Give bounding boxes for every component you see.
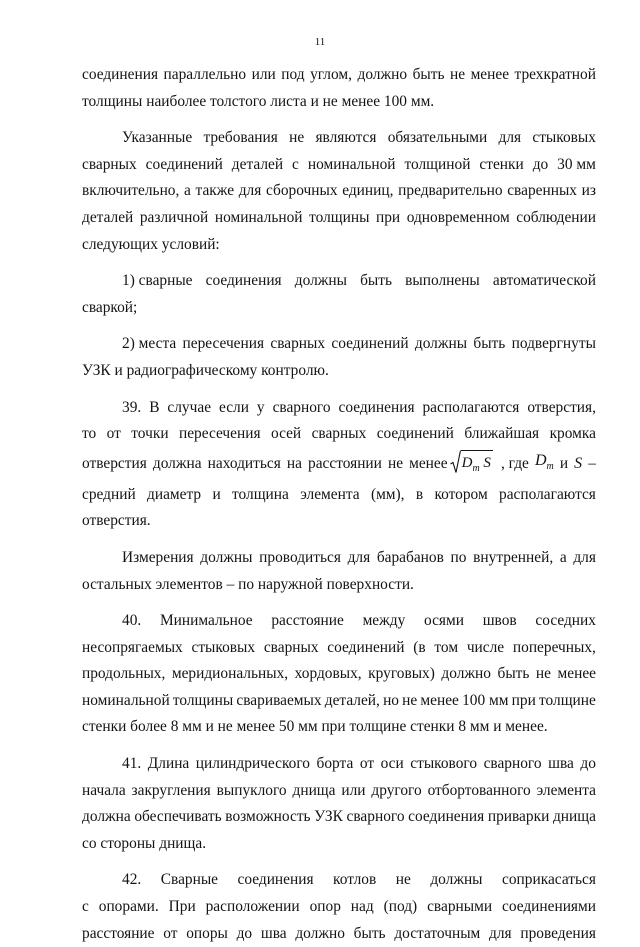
symbol (535, 448, 554, 481)
word: отверстия, (527, 398, 596, 416)
word: находиться (207, 455, 281, 473)
paragraph-39 (82, 395, 596, 535)
word: деталей, (324, 691, 380, 709)
word: для (238, 182, 262, 200)
word: При (168, 898, 196, 916)
word: являются (315, 129, 377, 147)
word: отверстия (82, 455, 147, 473)
word: сварного (272, 398, 331, 416)
word: обеспечивать (134, 808, 222, 826)
word: стыковых (191, 638, 256, 656)
word: единиц, (342, 182, 394, 200)
word: включительно, (82, 182, 180, 200)
word: точки (131, 425, 169, 443)
word: номинальной (214, 208, 303, 226)
word: на (286, 455, 302, 473)
word: сборочных (265, 182, 338, 200)
word: Минимальное (159, 612, 253, 630)
word: над (350, 898, 374, 916)
word: из (581, 182, 596, 200)
word: 40. (122, 612, 142, 630)
paragraph (82, 125, 596, 258)
word: случае (167, 398, 212, 416)
text-line-with-formula (82, 448, 596, 482)
word: под (281, 66, 305, 83)
word: УЗК (314, 808, 343, 826)
word: опоры (186, 924, 228, 942)
word: возможность (225, 808, 311, 826)
paragraph-41 (82, 751, 596, 857)
word: менее (557, 665, 596, 683)
text-line (82, 232, 596, 259)
word: элемента (536, 781, 596, 799)
word: продольных, (82, 665, 166, 683)
word: поперечных, (512, 638, 596, 656)
word: у (256, 398, 265, 416)
text-line (82, 714, 596, 741)
text-span: со стороны днища. (82, 834, 207, 852)
word: котлов (333, 871, 377, 889)
word: должны (430, 871, 483, 889)
word: до (532, 155, 549, 173)
word: толщины (309, 208, 370, 226)
text-line (82, 295, 596, 322)
word: должно (441, 665, 491, 683)
word: при (511, 691, 536, 709)
word: круговых) (368, 665, 435, 683)
word: (под) (383, 898, 418, 916)
text-line (82, 125, 596, 152)
word: швов (482, 612, 517, 630)
word: быть (473, 335, 506, 353)
word: не (387, 455, 404, 473)
word: толщиной (404, 155, 471, 173)
word: располагаются (422, 398, 520, 416)
text-line (82, 358, 596, 385)
text-line (82, 635, 596, 662)
formula-radicand (461, 450, 493, 479)
word: проводиться (259, 548, 341, 566)
word: до (236, 924, 253, 942)
word: сварных (263, 638, 319, 656)
word: не (535, 665, 551, 683)
word: в (415, 485, 424, 503)
word: шва (548, 755, 574, 773)
word: номинальной (82, 691, 170, 709)
word: для (498, 129, 522, 147)
word: должно (357, 66, 408, 83)
word: с (292, 155, 299, 173)
text-line (82, 608, 596, 635)
word: соединений (145, 155, 223, 173)
symbol-letter: D (534, 452, 547, 470)
text-span: отверстия. (82, 512, 151, 530)
text-span: стенки более 8 мм и не менее 50 мм при толщине стенки 8 мм и менее. (82, 718, 548, 736)
word: трехкратной (514, 66, 596, 83)
word: цилиндрического (195, 755, 310, 773)
text-span: сваркой; (82, 298, 138, 316)
word: сварного (346, 808, 405, 826)
text-span: УЗК и радиографическому контролю. (82, 361, 329, 379)
word: между (362, 612, 406, 630)
text-line (82, 482, 596, 509)
paragraph (82, 545, 596, 598)
word: требования (203, 129, 278, 147)
word: опорами. (98, 898, 159, 916)
word: менее (470, 66, 510, 83)
text-line (82, 395, 596, 422)
text-line (82, 778, 596, 805)
word: Указанные (122, 129, 193, 147)
word: хордовых, (294, 665, 362, 683)
word: днища (292, 781, 336, 799)
word: опор (309, 898, 341, 916)
word: и (559, 455, 569, 473)
word: сварными (427, 898, 493, 916)
word: несопрягаемых (82, 638, 183, 656)
word: для (489, 924, 512, 942)
word: числе (466, 638, 505, 656)
symbol: S (574, 455, 583, 473)
text-line (82, 831, 596, 858)
word: одновременном (406, 208, 510, 226)
word: и (212, 485, 221, 503)
word: не (395, 871, 411, 889)
word: кромка (549, 425, 596, 443)
word: соединениями (501, 898, 596, 916)
word: быть (412, 66, 445, 83)
word: приварки (487, 808, 550, 826)
text-line (82, 894, 596, 921)
word: том (434, 638, 459, 656)
list-item (82, 268, 596, 321)
word: начала (82, 781, 126, 799)
word: соприкасаться (502, 871, 596, 889)
formula-group (409, 450, 495, 479)
word: или (341, 781, 366, 799)
text-line (82, 545, 596, 572)
word: соединения (338, 398, 415, 416)
word: меридиональных, (171, 665, 289, 683)
text-line (82, 205, 596, 232)
formula-subscript: m (472, 463, 480, 475)
word: с (82, 898, 89, 916)
word: должна (82, 808, 131, 826)
word: должна (152, 455, 202, 473)
word: котором (434, 485, 488, 503)
word: также (195, 182, 235, 200)
word: 2) места (122, 335, 177, 353)
text-span: следующих условий: (82, 235, 220, 253)
word: барабанов (376, 548, 444, 566)
list-item (82, 331, 596, 384)
word: соединения (237, 871, 314, 889)
word: соединений (327, 638, 405, 656)
word: толщине (539, 691, 596, 709)
word: стыковых (532, 129, 596, 147)
word: а (559, 548, 567, 566)
word: – (588, 455, 596, 473)
word: для (573, 548, 596, 566)
sqrt-formula (450, 450, 493, 479)
word: оси (380, 755, 404, 773)
text-span: толщины наиболее толстого листа и не менее 100 мм. (82, 92, 435, 110)
word: углом, (310, 66, 352, 83)
word: диаметр (147, 485, 202, 503)
word: толщины (172, 691, 234, 709)
text-line (82, 178, 596, 205)
word: до (580, 755, 596, 773)
radical-sign-icon (450, 450, 461, 474)
text-line (82, 268, 596, 295)
word: а (184, 182, 191, 200)
formula-symbol: D (461, 455, 473, 472)
word: быть (353, 924, 386, 942)
word: В (149, 398, 160, 416)
word: различной (139, 208, 209, 226)
word: 100 мм (462, 691, 509, 709)
text-line (82, 89, 596, 116)
word: расстоянии (308, 455, 382, 473)
word: то (82, 425, 97, 443)
word: сварного (483, 755, 542, 773)
word: Длина (147, 755, 190, 773)
word: сварных (270, 335, 326, 353)
word: располагаются (499, 485, 596, 503)
word: стыкового (410, 755, 478, 773)
word: шва (260, 924, 287, 942)
word: проведения (520, 924, 596, 942)
word: должны (294, 272, 347, 290)
word: сварных (311, 425, 367, 443)
word: 39. (122, 398, 142, 416)
word: параллельно (163, 66, 247, 83)
word: соединения (82, 66, 159, 83)
word: борта (316, 755, 354, 773)
word: не (449, 66, 466, 83)
word: автоматической (492, 272, 596, 290)
word: подвергнуты (511, 335, 596, 353)
word: менее (420, 691, 459, 709)
word: 1) сварные (122, 272, 193, 290)
word: расстояние (271, 612, 344, 630)
word: расположении (205, 898, 300, 916)
word: но (383, 691, 399, 709)
text-line (82, 508, 596, 535)
word: не (289, 129, 305, 147)
word: расстояние (82, 924, 155, 942)
word: выполнены (405, 272, 480, 290)
word: соединения (205, 272, 282, 290)
word: соседних (535, 612, 596, 630)
symbol-subscript: m (546, 461, 554, 473)
word: ближайшая (464, 425, 540, 443)
text-line (82, 421, 596, 448)
word: пересечения (178, 425, 261, 443)
word: соединений (376, 425, 454, 443)
word: 42. (122, 871, 142, 889)
text-line (82, 751, 596, 778)
word: днища (552, 808, 596, 826)
word: сварных (82, 155, 137, 173)
paragraph (82, 62, 596, 115)
word: соединения (408, 808, 485, 826)
formula-symbol: S (483, 455, 491, 472)
word: стенки (479, 155, 524, 173)
word: соблюдении (516, 208, 596, 226)
text-line (82, 331, 596, 358)
text-line (82, 688, 596, 715)
word: Сварные (160, 871, 219, 889)
text-line (82, 867, 596, 894)
word: от (359, 755, 375, 773)
word: , где (500, 455, 529, 473)
page-number: 11 (314, 36, 326, 48)
text-line (82, 152, 596, 179)
word: сваренных (507, 182, 577, 200)
word: осей (270, 425, 302, 443)
word: пересечения (182, 335, 265, 353)
text-span: остальных элементов – по наружной поверхности. (82, 575, 414, 593)
word: не (402, 691, 418, 709)
word: средний (82, 485, 136, 503)
text-line (82, 804, 596, 831)
word: от (163, 924, 178, 942)
paragraph-42 (82, 867, 596, 947)
word: по (450, 548, 467, 566)
word: выпуклого (216, 781, 287, 799)
word: должны (200, 548, 253, 566)
word: свариваемых (236, 691, 322, 709)
text-line (82, 572, 596, 599)
word: (в (413, 638, 426, 656)
word: быть (360, 272, 392, 290)
text-line (82, 661, 596, 688)
word: или (251, 66, 276, 83)
word: (мм), (370, 485, 405, 503)
word: деталей (231, 155, 284, 173)
word: менее (409, 455, 448, 473)
word: деталей (82, 208, 134, 226)
word: соединений (331, 335, 409, 353)
word: закругления (131, 781, 211, 799)
word: элемента (300, 485, 360, 503)
word: достаточным (394, 924, 481, 942)
word: если (218, 398, 249, 416)
word: осями (424, 612, 464, 630)
word: для (347, 548, 371, 566)
word: отбортованного (427, 781, 531, 799)
word: предварительно (398, 182, 503, 200)
text-line (82, 921, 596, 947)
document-body (82, 62, 596, 947)
word: быть (497, 665, 530, 683)
word: должно (295, 924, 345, 942)
word: другого (371, 781, 422, 799)
word: при (375, 208, 401, 226)
word: 30 мм (557, 155, 596, 173)
word: должны (414, 335, 468, 353)
text-line (82, 62, 596, 89)
word: толщина (232, 485, 289, 503)
word: 41. (122, 755, 142, 773)
word: номинальной (307, 155, 396, 173)
word: от (106, 425, 121, 443)
word: обязательными (387, 129, 488, 147)
paragraph-40 (82, 608, 596, 741)
word: внутренней, (473, 548, 554, 566)
word: Измерения (122, 548, 194, 566)
